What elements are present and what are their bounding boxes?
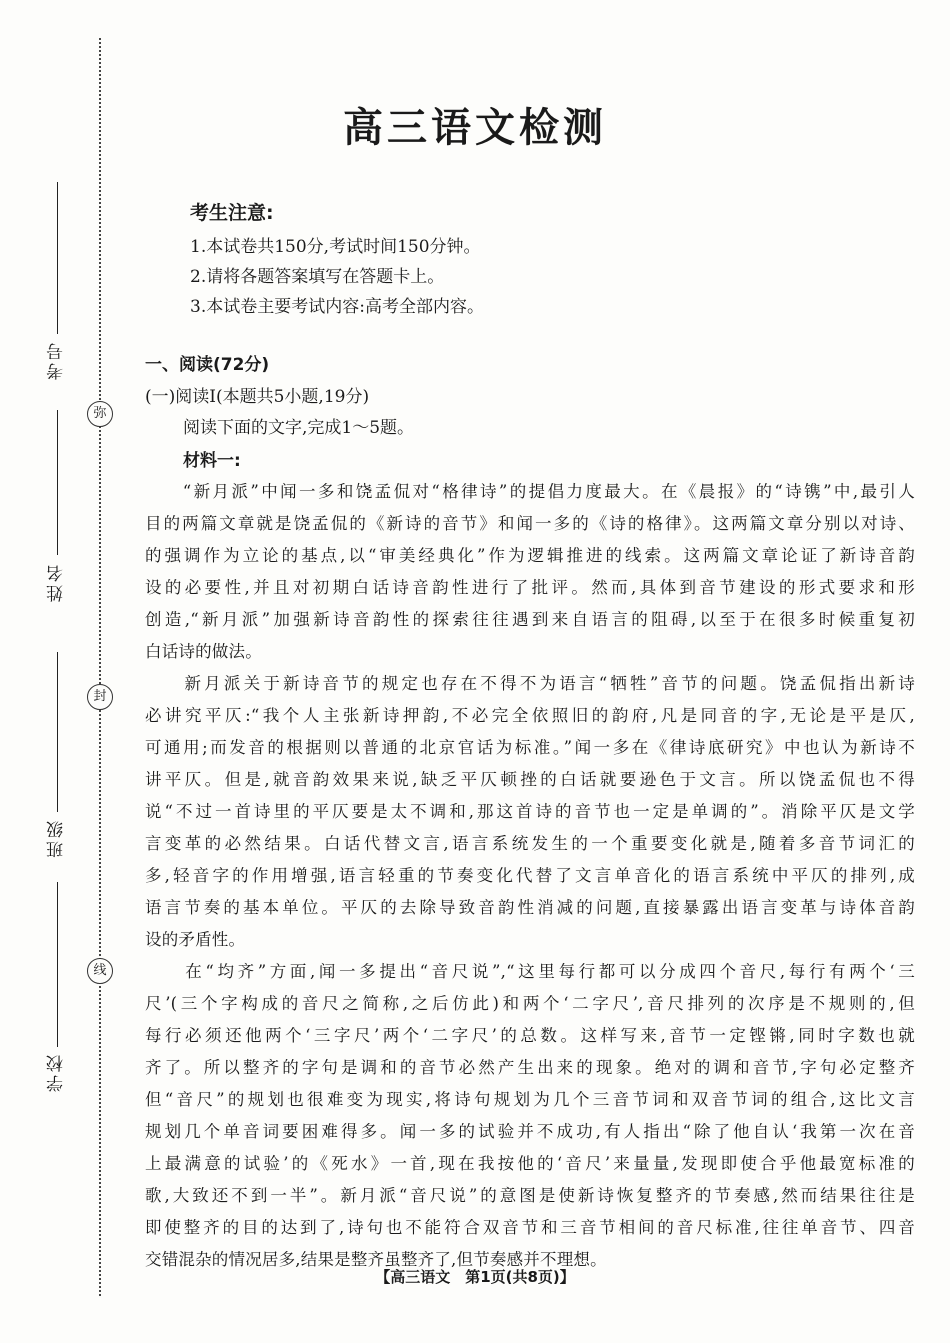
passage-line: 的强调作为立论的基点,以“审美经典化”作为逻辑推进的线索。这两篇文章论证了新诗音韵 bbox=[145, 546, 915, 565]
notice-item: 3.本试卷主要考试内容:高考全部内容。 bbox=[190, 297, 484, 317]
field-name bbox=[44, 562, 68, 602]
field-label: 班级 bbox=[47, 818, 67, 858]
passage-line: 白话诗的做法。 bbox=[145, 642, 262, 661]
field-school bbox=[44, 1052, 68, 1092]
field-label: 姓名 bbox=[47, 562, 67, 602]
field-write-line bbox=[57, 410, 58, 555]
passage-line: 讲平仄。但是,就音韵效果来说,缺乏平仄顿挫的白话就要逊色于文言。所以饶孟侃也不得 bbox=[145, 770, 915, 789]
notice-item: 2.请将各题答案填写在答题卡上。 bbox=[190, 267, 445, 287]
passage-line: 歌,大致还不到一半”。新月派“音尺说”的意图是使新诗恢复整齐的节奏感,然而结果往往是 bbox=[145, 1186, 915, 1205]
passage-line: 可通用;而发音的根据则以普通的北京官话为标准。”闻一多在《律诗底研究》中也认为新诗不 bbox=[145, 738, 915, 757]
field-label: 学校 bbox=[47, 1052, 67, 1092]
passage-line: 创造,“新月派”加强新诗音韵性的探索往往遇到来自语言的阻碍,以至于在很多时候重复初 bbox=[145, 610, 915, 629]
binding-dotted-line bbox=[99, 38, 101, 1296]
page-footer: 【高三语文 第1页(共8页)】 bbox=[375, 1268, 575, 1286]
page-title: 高三语文检测 bbox=[343, 105, 607, 151]
subsection-heading: (一)阅读Ⅰ(本题共5小题,19分) bbox=[145, 387, 370, 407]
passage-line: 说“不过一首诗里的平仄要是太不调和,那这首诗的音节也一定是单调的”。消除平仄是文学 bbox=[145, 802, 915, 821]
passage-line: “新月派”中闻一多和饶孟侃对“格律诗”的提倡力度最大。在《晨报》的“诗镌”中,最引人 bbox=[145, 482, 915, 501]
passage-line: 但“音尺”的规划也很难变为现实,将诗句规划为几个三音节词和双音节词的组合,这比文言 bbox=[145, 1090, 915, 1109]
material-label: 材料一: bbox=[183, 451, 241, 471]
passage-line: 在“均齐”方面,闻一多提出“音尺说”,“这里每行都可以分成四个音尺,每行有两个‘三 bbox=[145, 962, 915, 981]
passage-line: 齐了。所以整齐的字句是调和的音节必然产生出来的现象。绝对的调和音节,字句必定整齐 bbox=[145, 1058, 915, 1077]
field-class bbox=[44, 818, 68, 858]
notice-heading: 考生注意: bbox=[190, 202, 274, 224]
notice-item: 1.本试卷共150分,考试时间150分钟。 bbox=[190, 237, 481, 257]
passage-line: 语言节奏的基本单位。平仄的去除导致音韵性消减的问题,直接暴露出语言变革与诗体音韵 bbox=[145, 898, 915, 917]
passage-line: 上最满意的试验’的《死水》一首,现在我按他的‘音尺’来量量,发现即使合乎他最宽标准的 bbox=[145, 1154, 915, 1173]
passage-line: 设的必要性,并且对初期白话诗音韵性进行了批评。然而,具体到音节建设的形式要求和形 bbox=[145, 578, 915, 597]
passage-line: 言变革的必然结果。白话代替文言,语言系统发生的一个重要变化就是,随着多音节词汇的 bbox=[145, 834, 915, 853]
field-label: 考号 bbox=[47, 340, 67, 380]
seal-mark: 线 bbox=[87, 958, 113, 984]
passage-line: 目的两篇文章就是饶孟侃的《新诗的音节》和闻一多的《诗的格律》。这两篇文章分别以对诗、 bbox=[145, 514, 915, 533]
passage-line: 交错混杂的情况居多,结果是整齐虽整齐了,但节奏感并不理想。 bbox=[145, 1250, 607, 1269]
passage-line: 每行必须还他两个‘三字尺’两个‘二字尺’的总数。这样写来,音节一定铿锵,同时字数也就 bbox=[145, 1026, 915, 1045]
field-write-line bbox=[57, 182, 58, 334]
field-write-line bbox=[57, 652, 58, 812]
instruction: 阅读下面的文字,完成1～5题。 bbox=[183, 418, 415, 438]
section-heading: 一、阅读(72分) bbox=[145, 355, 270, 375]
passage-line: 尺’(三个字构成的音尺之简称,之后仿此)和两个‘二字尺’,音尺排列的次序是不规则的,但 bbox=[145, 994, 915, 1013]
field-write-line bbox=[57, 882, 58, 1047]
passage-line: 设的矛盾性。 bbox=[145, 930, 246, 949]
field-exam-number bbox=[44, 340, 68, 380]
passage-line: 必讲究平仄:“我个人主张新诗押韵,不必完全依照旧的韵府,凡是同音的字,无论是平是仄, bbox=[145, 706, 915, 725]
passage-line: 即使整齐的目的达到了,诗句也不能符合双音节和三音节相间的音尺标准,往往单音节、四音 bbox=[145, 1218, 915, 1237]
seal-mark: 封 bbox=[87, 684, 113, 710]
passage-line: 新月派关于新诗音节的规定也存在不得不为语言“牺牲”音节的问题。饶孟侃指出新诗 bbox=[145, 674, 915, 693]
seal-mark: 弥 bbox=[87, 401, 113, 427]
passage-line: 规划几个单音词要困难得多。闻一多的试验并不成功,有人指出“除了他自认‘我第一次在音 bbox=[145, 1122, 915, 1141]
passage-line: 多,轻音字的作用增强,语言轻重的节奏变化代替了文言单音化的语言系统中平仄的排列,成 bbox=[145, 866, 915, 885]
